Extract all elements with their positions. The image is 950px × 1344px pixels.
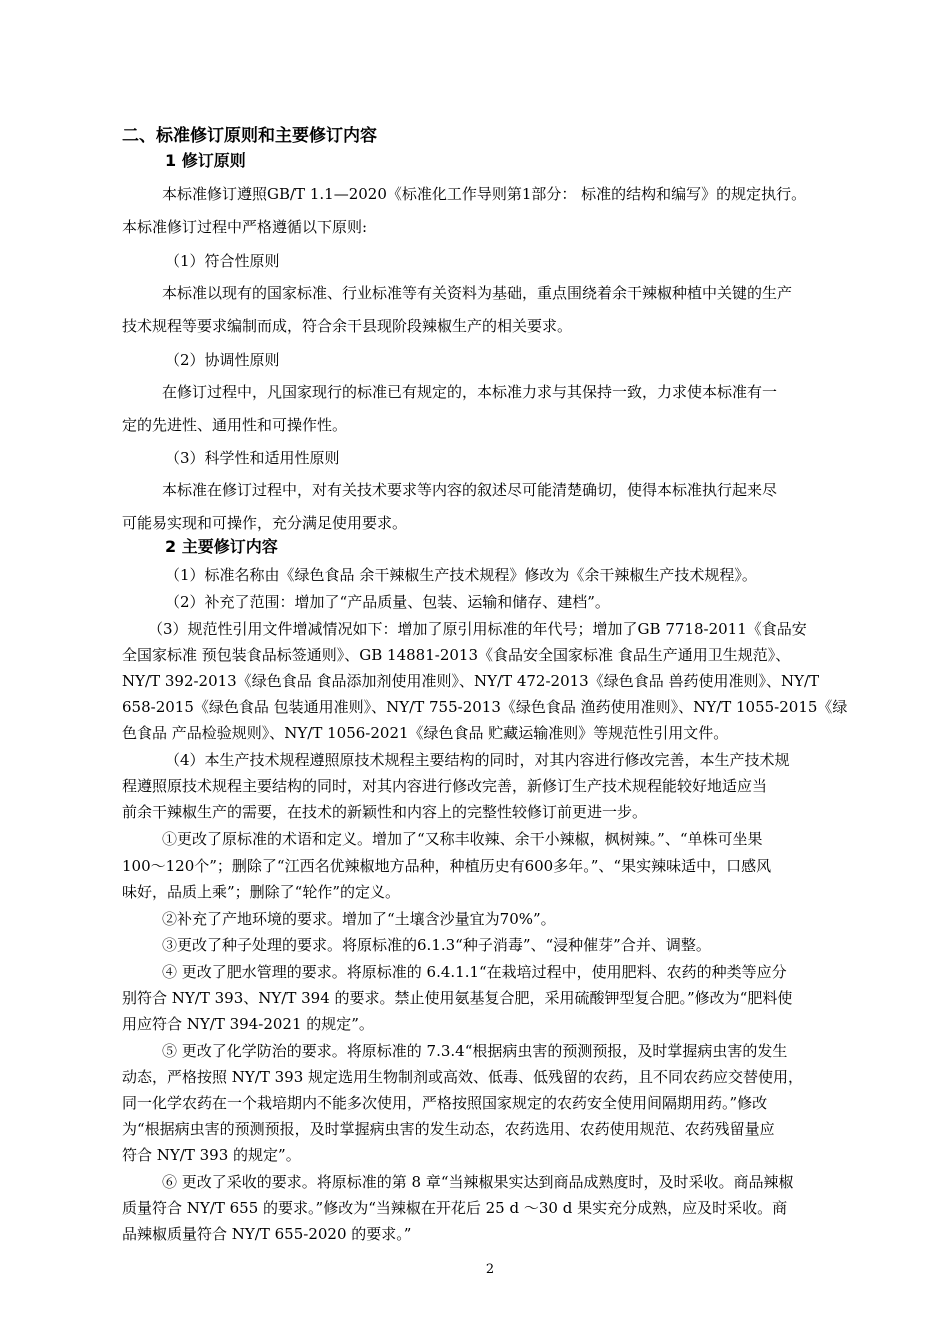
subsection-title-content: 2 主要修订内容 [165, 537, 278, 556]
revision-item: （3）规范性引用文件增减情况如下：增加了原引用标准的年代号；增加了GB 7718-2011《食品安 [148, 620, 807, 638]
subsection-title-principles: 1 修订原则 [165, 151, 246, 170]
section-title: 二、标准修订原则和主要修订内容 [122, 126, 377, 146]
sub-item: ②补充了产地环境的要求。增加了“土壤含沙量宜为70%”。 [162, 910, 556, 928]
sub-item-line: 为“根据病虫害的预测预报，及时掌握病虫害的发生动态，农药选用、农药使用规范、农药残留量应 [122, 1120, 775, 1138]
revision-item-line: 前余干辣椒生产的需要，在技术的新颖性和内容上的完整性较修订前更进一步。 [122, 803, 648, 821]
page-number: 2 [485, 1262, 495, 1277]
revision-item-line: 全国家标准 预包装食品标签通则》、GB 14881-2013《食品安全国家标准 食品生产通用卫生规范》、 [122, 646, 791, 664]
sub-item-line: 别符合 NY/T 393、NY/T 394 的要求。禁止使用氨基复合肥，采用硫酸钾型复合肥。”修改为“肥料使 [122, 989, 793, 1007]
paragraph-line: 本标准以现有的国家标准、行业标准等有关资料为基础，重点围绕着余干辣椒种植中关键的生产 [162, 284, 793, 302]
revision-item-line: 程遵照原技术规程主要结构的同时，对其内容进行修改完善，新修订生产技术规程能较好地适应当 [122, 777, 768, 795]
sub-item-line: 质量符合 NY/T 655 的要求。”修改为“当辣椒在开花后 25 d ～30 d 果实充分成熟，应及时采收。商 [122, 1199, 788, 1217]
paragraph-line: 定的先进性、通用性和可操作性。 [122, 416, 348, 434]
paragraph-line: 本标准修订过程中严格遵循以下原则: [122, 218, 368, 236]
revision-item: （1）标准名称由《绿色食品 余干辣椒生产技术规程》修改为《余干辣椒生产技术规程》。 [165, 566, 757, 584]
paragraph-line: 在修订过程中，凡国家现行的标准已有规定的，本标准力求与其保持一致，力求使本标准有一 [162, 383, 778, 401]
sub-item-line: 符合 NY/T 393 的规定”。 [122, 1146, 301, 1164]
principle-heading: （1）符合性原则 [165, 252, 280, 270]
revision-item-line: 658-2015《绿色食品 包装通用准则》、NY/T 755-2013《绿色食品 渔药使用准则》、NY/T 1055-2015《绿 [122, 698, 848, 716]
revision-item-line: 色食品 产品检验规则》、NY/T 1056-2021《绿色食品 贮藏运输准则》等规范性引用文件。 [122, 724, 729, 742]
sub-item: ⑥ 更改了采收的要求。将原标准的第 8 章“当辣椒果实达到商品成熟度时，及时采收。商品辣椒 [162, 1173, 794, 1191]
sub-item-line: 用应符合 NY/T 394-2021 的规定”。 [122, 1015, 374, 1033]
sub-item: ④ 更改了肥水管理的要求。将原标准的 6.4.1.1“在栽培过程中，使用肥料、农药的种类等应分 [162, 963, 787, 981]
sub-item-line: 动态，严格按照 NY/T 393 规定选用生物制剂或高效、低毒、低残留的农药，且不同农药应交替使用， [122, 1068, 804, 1086]
principle-heading: （3）科学性和适用性原则 [165, 449, 340, 467]
paragraph-line: 本标准修订遵照GB/T 1.1—2020《标准化工作导则第1部分： 标准的结构和编写》的规定执行。 [162, 185, 807, 203]
revision-item-line: NY/T 392-2013《绿色食品 食品添加剂使用准则》、NY/T 472-2013《绿色食品 兽药使用准则》、NY/T [122, 672, 820, 690]
paragraph-line: 本标准在修订过程中，对有关技术要求等内容的叙述尽可能清楚确切，使得本标准执行起来尽 [162, 481, 778, 499]
sub-item-line: 同一化学农药在一个栽培期内不能多次使用，严格按照国家规定的农药安全使用间隔期用药。”修改 [122, 1094, 768, 1112]
sub-item: ⑤ 更改了化学防治的要求。将原标准的 7.3.4“根据病虫害的预测预报，及时掌握病虫害的发生 [162, 1042, 788, 1060]
paragraph-line: 技术规程等要求编制而成，符合余干县现阶段辣椒生产的相关要求。 [122, 317, 573, 335]
sub-item: ①更改了原标准的术语和定义。增加了“又称丰收辣、余干小辣椒，枫树辣。”、“单株可坐果 [162, 830, 763, 848]
sub-item-line: 品辣椒质量符合 NY/T 655-2020 的要求。” [122, 1225, 412, 1243]
revision-item: （2）补充了范围：增加了“产品质量、包装、运输和储存、建档”。 [165, 593, 610, 611]
paragraph-line: 可能易实现和可操作，充分满足使用要求。 [122, 514, 408, 532]
sub-item-line: 100～120个”；删除了“江西名优辣椒地方品种，种植历史有600多年。”、“果实辣味适中，口感风 [122, 857, 772, 875]
sub-item-line: 味好，品质上乘”；删除了“轮作”的定义。 [122, 883, 401, 901]
revision-item: （4）本生产技术规程遵照原技术规程主要结构的同时，对其内容进行修改完善，本生产技术规 [165, 751, 790, 769]
sub-item: ③更改了种子处理的要求。将原标准的6.1.3“种子消毒”、“浸种催芽”合并、调整。 [162, 936, 711, 954]
principle-heading: （2）协调性原则 [165, 351, 280, 369]
